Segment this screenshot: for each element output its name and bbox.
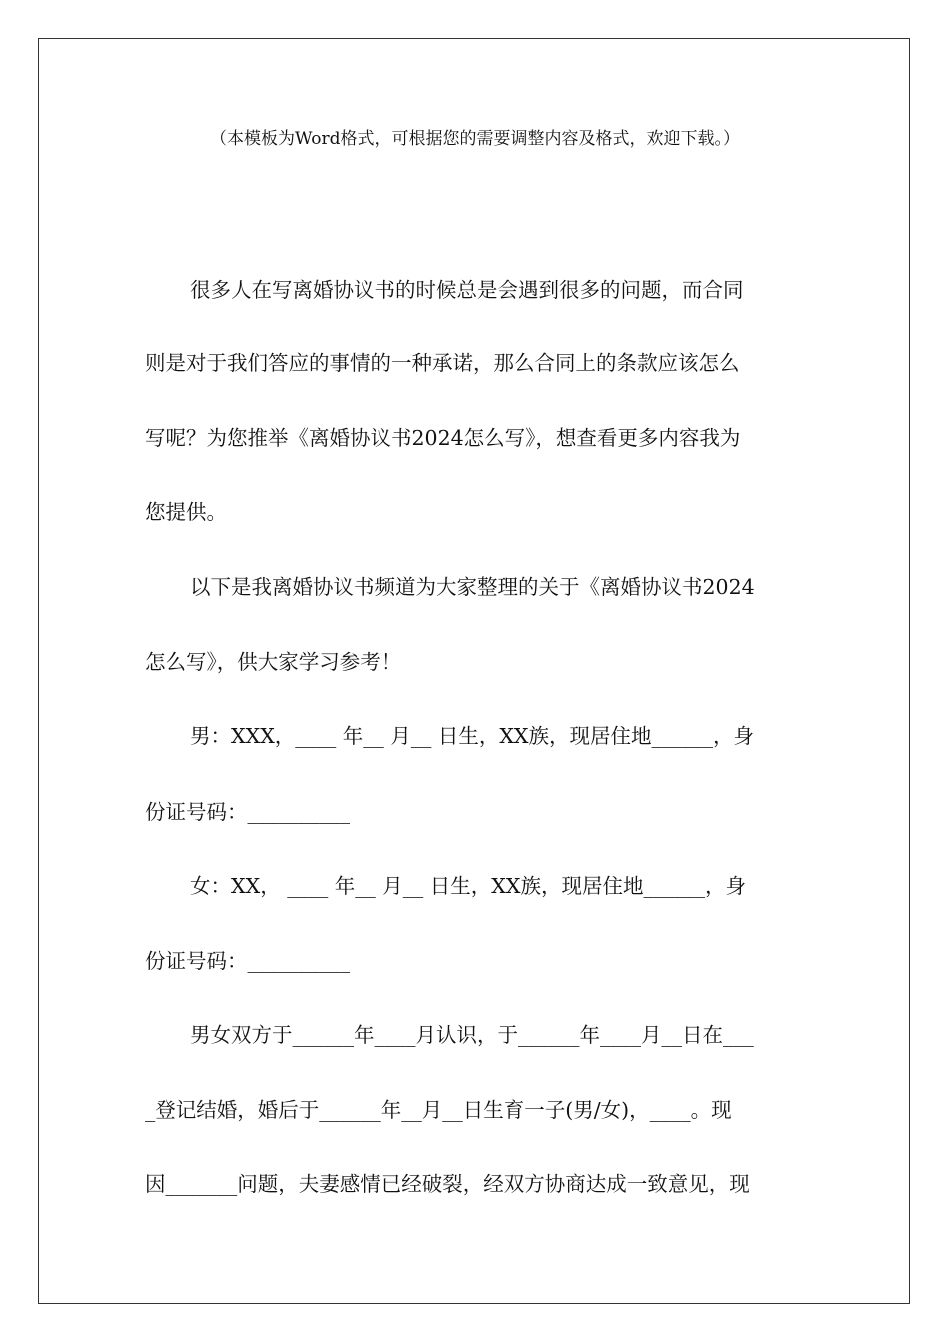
paragraph-1-line-4: 您提供。 <box>145 500 227 524</box>
female-party-line-1: 女：XX， ____ 年__ 月__ 日生，XX族，现居住地______，身 <box>190 874 746 898</box>
paragraph-1-line-1: 很多人在写离婚协议书的时候总是会遇到很多的问题，而合同 <box>190 278 744 302</box>
marriage-paragraph-line-2: _登记结婚，婚后于______年__月__日生育一子(男/女)，____。现 <box>145 1098 732 1122</box>
male-party-line-2: 份证号码：__________ <box>145 800 350 824</box>
paragraph-1-line-3: 写呢？为您推举《离婚协议书2024怎么写》，想查看更多内容我为 <box>145 426 741 450</box>
paragraph-2-line-1: 以下是我离婚协议书频道为大家整理的关于《离婚协议书2024 <box>190 575 755 599</box>
paragraph-1-line-2: 则是对于我们答应的事情的一种承诺，那么合同上的条款应该怎么 <box>145 351 740 375</box>
male-party-line-1: 男：XXX，____ 年__ 月__ 日生，XX族，现居住地______，身 <box>190 724 755 748</box>
paragraph-2-line-2: 怎么写》，供大家学习参考！ <box>145 650 402 674</box>
female-party-line-2: 份证号码：__________ <box>145 949 350 973</box>
template-note: （本模板为Word格式，可根据您的需要调整内容及格式，欢迎下载。） <box>209 129 741 149</box>
marriage-paragraph-line-1: 男女双方于______年____月认识，于______年____月__日在___ <box>190 1023 754 1047</box>
marriage-paragraph-line-3: 因_______问题，夫妻感情已经破裂，经双方协商达成一致意见，现 <box>145 1172 750 1196</box>
